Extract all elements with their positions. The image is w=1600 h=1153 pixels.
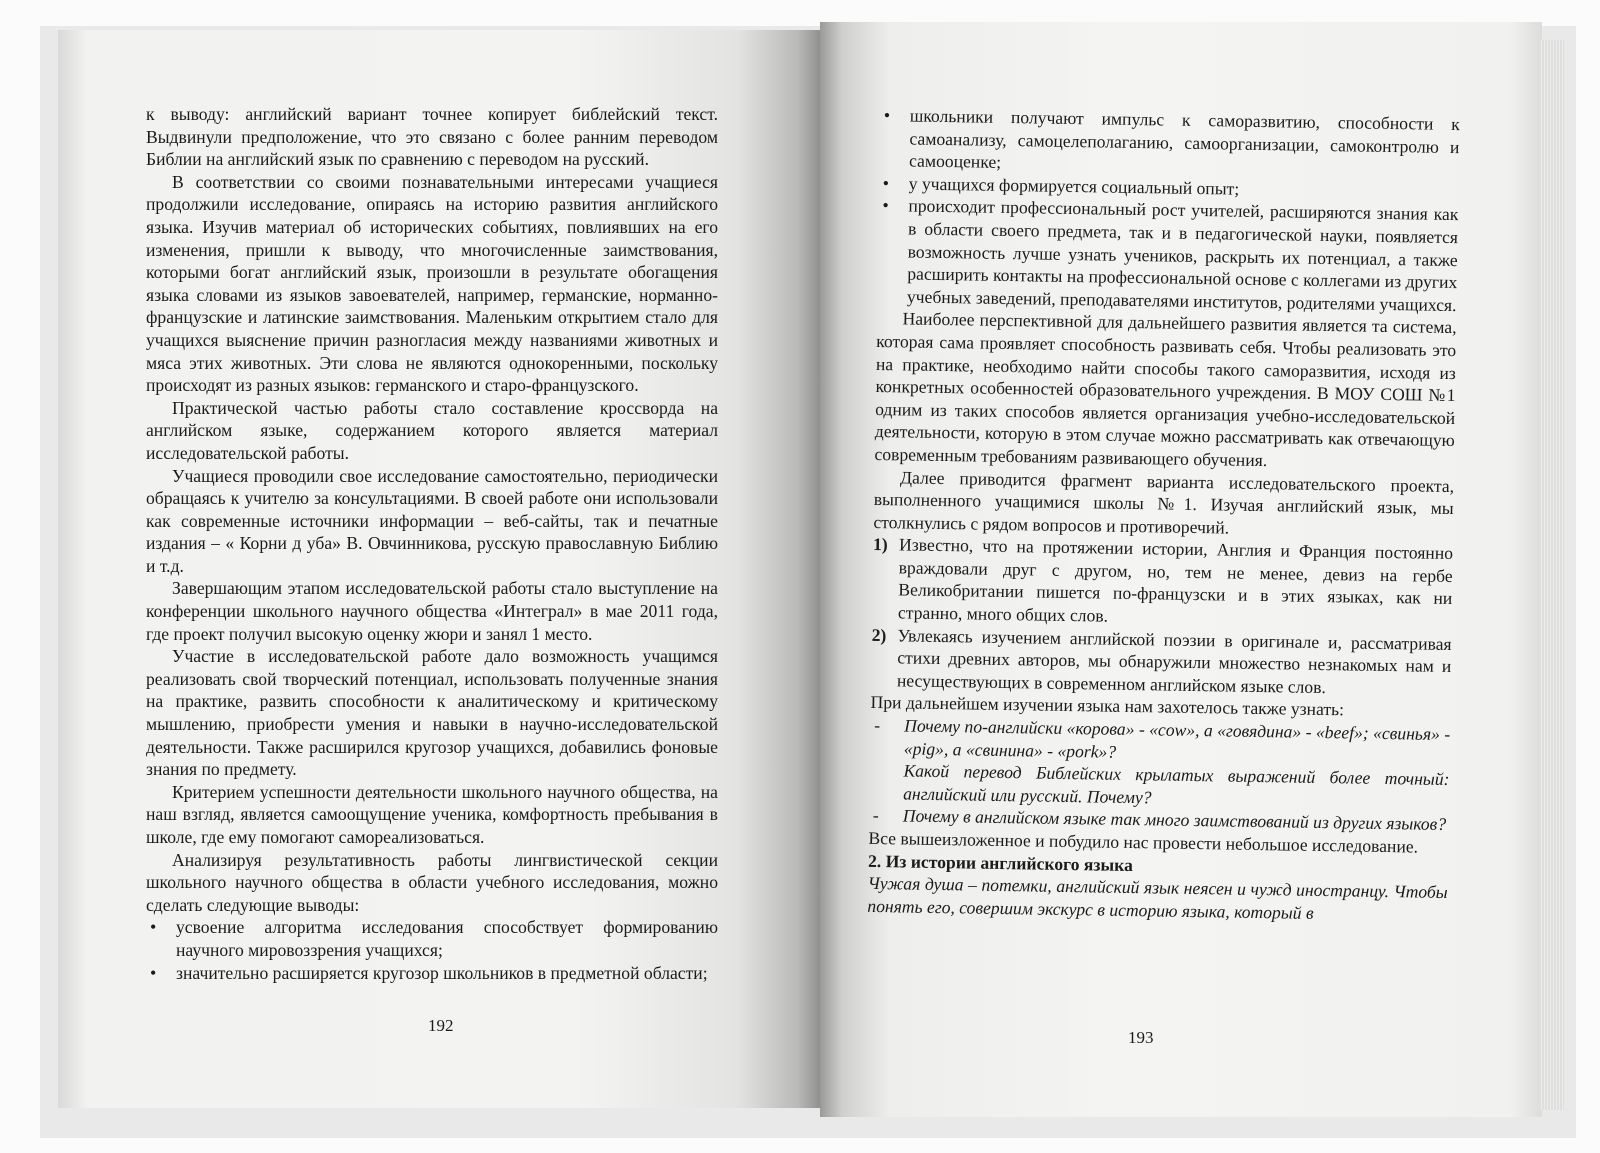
page-number: 193 [1128, 1028, 1154, 1047]
list-item-text: Увлекаясь изучением английской поэзии в оригинале и, рассматривая стихи древних авторов, мы обнаружили множество незнакомых нам и несуществующих в современном английском языке слов. [896, 625, 1452, 697]
paragraph: к выводу: английский вариант точнее копирует библейский текст. Выдвинули предположение, что это связано с более ранним переводом Библии на английский язык по сравнению с переводом на русский. [146, 104, 718, 170]
page-number: 192 [428, 1016, 454, 1035]
paragraph: Критерием успешности деятельности школьного научного общества, на наш взгляд, является самоощущение ученика, комфортность пребывания в школе, где ему помогают самореализоваться. [146, 781, 718, 847]
list-marker: 2) [871, 624, 887, 645]
bullet-list [146, 916, 718, 984]
paragraph: Наиболее перспективной для дальнейшего развития является та система, которая сама проявляет способность развивать себя. Чтобы реализовать это на практике, необходимо найти способы такого саморазвития, исходя из конкретных особенностей образовательного учреждения. В МОУ СОШ №1 одним из таких способов является организация учебно-исследовательской деятельности, которую в этом случае можно рассматривать как отвечающую современным требованиям развивающего обучения. [874, 308, 1457, 471]
page-edges [1540, 40, 1564, 1110]
list-item [872, 533, 1453, 632]
section-heading: 2. Из истории английского языка [867, 850, 1134, 875]
bullet-list [877, 104, 1460, 316]
list-item: • усвоение алгоритма исследования способствует формированию научного мировоззрения учащихся; [146, 916, 718, 961]
paragraph: В соответствии со своими познавательными интересами учащиеся продолжили исследование, опираясь на историю развития английского языка. Изучив материал об исторических событиях, повлиявших на его изменения, пришли к выводу, что многочисленные заимствования, которыми богат английский язык, произошли в результате обогащения языка словами из языков завоевателей, например, германские, норманно-французские и латинские заимствования. Маленьким открытием стало для учащихся выяснение причин разногласия между названиями животных и мяса этих животных. Эти слова не являются однокоренными, поскольку происходят из разных языков: германского и старо-французского. [146, 171, 718, 396]
list-item: • значительно расширяется кругозор школьников в предметной области; [146, 962, 718, 985]
conclusion: Все вышеизложенное и побудило нас провести небольшое исследование. [868, 827, 1419, 857]
list-item: • у учащихся формируется социальный опыт; [879, 172, 1459, 204]
list-item: • школьники получают импульс к саморазвитию, способности к самоанализу, самоцелеполаганию, самоорганизации, самоконтролю и самооценке; [879, 104, 1460, 181]
numbered-list [871, 533, 1453, 700]
list-item: • происходит профессиональный рост учителей, расширяются знания как в области своего предмета, так и в педагогической науки, появляется возможность лучше узнать учеников, раскрыть их потенциал, а также расширить контакты на профессиональной основе с коллегами из других учебных заведений, преподавателями институтов, родителями учащихся. [877, 194, 1459, 316]
paragraph: Далее приводится фрагмент варианта исследовательского проекта, выполненного учащимися школы №1. Изучая английский язык, мы столкнулись с рядом вопросов и противоречий. [873, 466, 1455, 538]
left-page-text [146, 103, 718, 984]
left-page [58, 30, 821, 1108]
paragraph: Участие в исследовательской работе дало возможность учащимся реализовать свой творческий потенциал, использовать полученные знания на практике, развить способности к аналитическому и критическому мышлению, приобрести умения и навыки в научно-исследовательской деятельности. Также расширился кругозор учащихся, добавились фоновые знания по предмету. [146, 646, 718, 780]
paragraph: Завершающим этапом исследовательской работы стало выступление на конференции школьного научного общества «Интеграл» в мае 2011 года, где проект получил высокую оценку жюри и занял 1 место. [146, 578, 718, 644]
paragraph: Чужая душа – потемки, английский язык неясен и чужд иностранцу. Чтобы понять его, совершим экскурс в историю языка, который в [867, 873, 1448, 923]
paragraph: Практической частью работы стало составление кроссворда на английском языке, содержанием которого является материал исследовательской работы. [146, 397, 718, 463]
list-item [871, 624, 1452, 701]
list-marker: 1) [872, 534, 888, 555]
questions-list [870, 714, 1451, 768]
question-line: Какой перевод Библейских крылатых выражений более точный: английский или русский. Почему? [903, 760, 1450, 808]
list-item: - Почему в английском языке так много заимствований из других языков? [869, 804, 1449, 836]
paragraph: Учащиеся проводили свое исследование самостоятельно, периодически обращаясь к учителю за консультациями. В своей работе они использовали как современные источники информации – веб-сайты, так и печатные издания – « Корни д уба» В. Овчинникова, русскую православную Библию и т.д. [146, 465, 718, 576]
list-item-text: Известно, что на протяжении истории, Англия и Франция постоянно враждовали друг с другом, но, тем не менее, девиз на гербе Великобритании пишется по-французски и в этих языках, как ни странно, много общих слов. [897, 534, 1454, 626]
paragraph: Анализируя результативность работы лингвистической секции школьного научного общества в области учебного исследования, можно сделать следующие выводы: [146, 849, 718, 915]
list-item: - Почему по-английски «корова» - «cow», а «говядина» - «beef»; «свинья» - «pig», а «свинина» - «pork»? [870, 714, 1451, 768]
questions-intro: При дальнейшем изучении языка нам захотелось также узнать: [870, 692, 1345, 720]
right-page [820, 22, 1542, 1117]
right-page-text [867, 104, 1460, 926]
